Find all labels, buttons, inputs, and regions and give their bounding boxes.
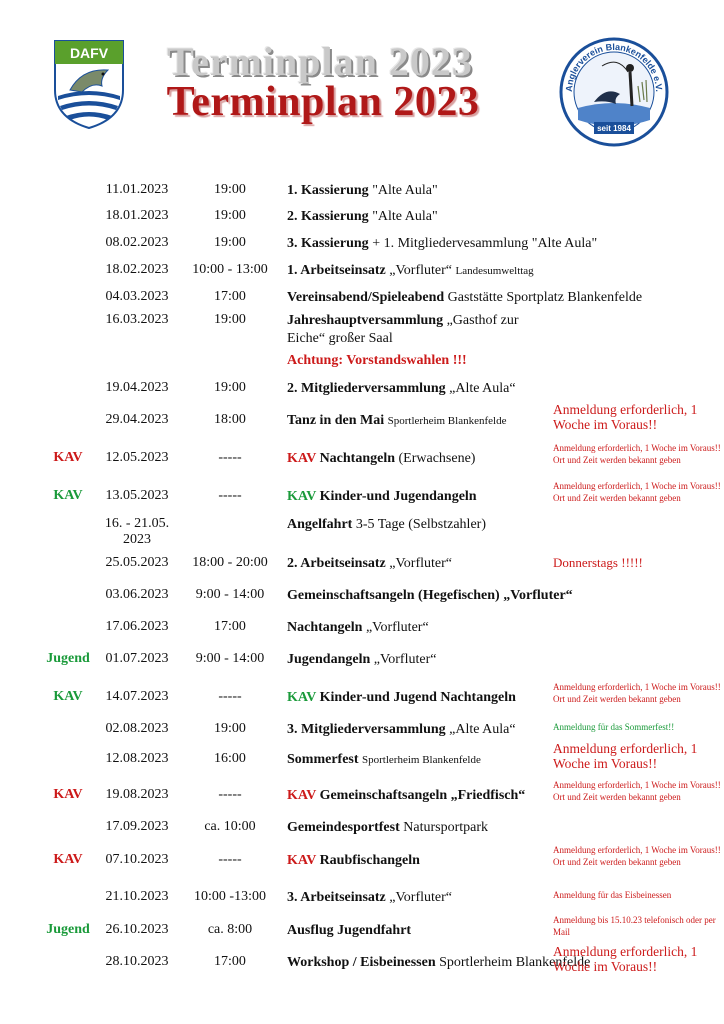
event-detail: „Gasthof zur xyxy=(443,313,519,328)
event-title: Raubfischangeln xyxy=(316,853,420,868)
event-date-line: 12.08.2023 xyxy=(105,751,169,766)
event-line xyxy=(287,516,549,534)
event-line xyxy=(287,889,549,907)
event-title: 2. Kassierung xyxy=(287,209,369,224)
event-time: 10:00 - 13:00 xyxy=(192,262,268,277)
event-time: 18:00 - 20:00 xyxy=(192,555,268,570)
event-location: Landesumwelttag xyxy=(455,265,534,277)
registration-note: Anmeldung erforderlich, 1 Woche im Voraus!! Ort und Zeit werden bekannt geben xyxy=(553,780,721,802)
event-description xyxy=(287,235,598,253)
event-line xyxy=(287,182,549,200)
event-date xyxy=(96,555,178,571)
event-time: ca. 10:00 xyxy=(204,819,256,834)
title-shadow: Terminplan 2023 xyxy=(167,39,473,84)
event-description xyxy=(287,262,549,280)
event-description xyxy=(287,619,549,637)
event-time: 17:00 xyxy=(214,954,246,969)
event-date xyxy=(96,751,178,767)
event-date-line: 08.02.2023 xyxy=(105,235,169,250)
event-date-line: 01.07.2023 xyxy=(105,651,169,666)
event-title: Gemeinschaftsangeln „Friedfisch“ xyxy=(316,788,526,803)
event-title: 1. Arbeitseinsatz xyxy=(287,263,386,278)
event-detail: + 1. Mitgliedervesammlung "Alte Aula" xyxy=(368,236,598,251)
event-date-line: 16. - 21.05. xyxy=(104,516,170,531)
event-time: 19:00 xyxy=(214,721,246,736)
category-tag: KAV xyxy=(53,689,83,704)
event-date-line: 2023 xyxy=(123,532,151,547)
club-logo xyxy=(558,36,670,148)
event-date-line: 16.03.2023 xyxy=(105,312,169,327)
event-location: Sportlerheim Blankenfelde xyxy=(387,415,507,427)
event-date xyxy=(96,262,178,278)
registration-note: Anmeldung für das Sommerfest!! xyxy=(553,722,675,732)
event-description xyxy=(287,889,549,907)
event-description xyxy=(287,787,549,805)
event-date xyxy=(96,852,178,868)
event-date xyxy=(96,889,178,905)
event-title: Kinder-und Jugendangeln xyxy=(316,489,477,504)
event-date-line: 19.08.2023 xyxy=(105,787,169,802)
event-detail: (Erwachsene) xyxy=(395,451,476,466)
event-title: Vereinsabend/Spieleabend xyxy=(287,290,445,305)
event-date xyxy=(96,516,178,548)
event-description xyxy=(287,922,549,940)
event-line xyxy=(287,235,598,253)
event-description xyxy=(287,208,549,226)
registration-note: Anmeldung erforderlich, 1 Woche im Voraus!! Ort und Zeit werden bekannt geben xyxy=(553,443,721,465)
event-title: Nachtangeln xyxy=(287,620,363,635)
event-date xyxy=(96,587,178,603)
event-date-line: 25.05.2023 xyxy=(105,555,169,570)
event-time: ca. 8:00 xyxy=(207,922,253,937)
event-title: 1. Kassierung xyxy=(287,183,369,198)
kav-label: KAV xyxy=(287,853,317,868)
event-date-line: 26.10.2023 xyxy=(105,922,169,937)
event-detail: „Vorfluter“ xyxy=(385,263,456,278)
event-time: 19:00 xyxy=(214,380,246,395)
event-detail: "Alte Aula" xyxy=(368,183,438,198)
category-tag: KAV xyxy=(53,787,83,802)
event-line xyxy=(287,208,549,226)
event-description xyxy=(287,312,549,370)
event-location: Sportlerheim Blankenfelde xyxy=(362,754,481,766)
category-tag: Jugend xyxy=(46,651,90,666)
event-title: Ausflug Jugendfahrt xyxy=(287,923,412,938)
event-time: 19:00 xyxy=(214,182,246,197)
event-date-line: 14.07.2023 xyxy=(105,689,169,704)
event-line xyxy=(287,587,573,605)
registration-note: Anmeldung bis 15.10.23 telefonisch oder per Mail xyxy=(553,915,716,937)
event-detail: 3-5 Tage (Selbstzahler) xyxy=(352,517,486,532)
event-time: ----- xyxy=(218,450,242,465)
event-title: 3. Mitgliederversammlung xyxy=(287,722,446,737)
event-time: ----- xyxy=(218,852,242,867)
event-line xyxy=(287,555,549,573)
event-line xyxy=(287,312,549,330)
registration-note: Donnerstags !!!!! xyxy=(553,555,643,570)
event-time: ----- xyxy=(218,689,242,704)
event-warning: Achtung: Vorstandswahlen !!! xyxy=(287,353,467,368)
event-description xyxy=(287,954,591,972)
event-date xyxy=(96,954,178,970)
event-description xyxy=(287,182,549,200)
event-date xyxy=(96,651,178,667)
registration-note: Anmeldung erforderlich, 1 Woche im Voraus!! Ort und Zeit werden bekannt geben xyxy=(553,682,721,704)
event-date-line: 21.10.2023 xyxy=(105,889,169,904)
event-description xyxy=(287,450,549,468)
event-date xyxy=(96,312,178,328)
event-date xyxy=(96,412,178,428)
event-date xyxy=(96,450,178,466)
event-time: 10:00 -13:00 xyxy=(194,889,266,904)
event-line xyxy=(287,922,549,940)
event-time: 17:00 xyxy=(214,619,246,634)
category-tag: KAV xyxy=(53,450,83,465)
event-description xyxy=(287,689,549,707)
event-date-line: 17.06.2023 xyxy=(105,619,169,634)
event-time: 19:00 xyxy=(214,312,246,327)
event-time: 19:00 xyxy=(214,208,246,223)
registration-note: Anmeldung erforderlich, 1 Woche im Voraus!! xyxy=(553,741,698,771)
kav-label: KAV xyxy=(287,788,317,803)
event-description xyxy=(287,516,549,534)
event-time: 19:00 xyxy=(214,235,246,250)
event-line xyxy=(287,787,549,805)
event-time: 16:00 xyxy=(214,751,246,766)
event-title: Tanz in den Mai xyxy=(287,413,385,428)
club-logo-text: Anglerverein Blankenfelde e.V. xyxy=(563,41,665,93)
event-date-line: 11.01.2023 xyxy=(105,182,169,197)
event-date-line: 29.04.2023 xyxy=(105,412,169,427)
dafv-logo xyxy=(52,38,126,130)
event-description xyxy=(287,289,643,307)
event-line xyxy=(287,262,549,280)
event-date xyxy=(96,208,178,224)
event-date-line: 17.09.2023 xyxy=(105,819,169,834)
event-date xyxy=(96,289,178,305)
event-detail: „Vorfluter“ xyxy=(362,620,429,635)
event-description xyxy=(287,380,549,398)
event-time: 18:00 xyxy=(214,412,246,427)
event-line xyxy=(287,380,549,398)
category-tag: Jugend xyxy=(46,922,90,937)
registration-note: Anmeldung erforderlich, 1 Woche im Voraus!! xyxy=(553,944,698,974)
event-title: 3. Kassierung xyxy=(287,236,369,251)
event-date xyxy=(96,235,178,251)
event-date xyxy=(96,619,178,635)
kav-label: KAV xyxy=(287,489,317,504)
event-detail: "Alte Aula" xyxy=(368,209,438,224)
event-date-line: 04.03.2023 xyxy=(105,289,169,304)
event-line xyxy=(287,819,549,837)
event-date-line: 13.05.2023 xyxy=(105,488,169,503)
event-description xyxy=(287,412,549,430)
event-date-line: 12.05.2023 xyxy=(105,450,169,465)
event-description xyxy=(287,721,549,739)
category-tag: KAV xyxy=(53,852,83,867)
event-title: Jahreshauptversammlung xyxy=(287,313,444,328)
event-line: Eiche“ großer Saal xyxy=(287,331,393,346)
event-title: 2. Arbeitseinsatz xyxy=(287,556,386,571)
event-line xyxy=(287,721,549,739)
event-line xyxy=(287,289,643,307)
event-time: 9:00 - 14:00 xyxy=(195,651,265,666)
kav-label: KAV xyxy=(287,690,317,705)
event-time: ----- xyxy=(218,787,242,802)
event-date xyxy=(96,488,178,504)
event-line xyxy=(287,651,549,669)
event-description xyxy=(287,488,549,506)
event-detail: „Vorfluter“ xyxy=(385,890,452,905)
event-description xyxy=(287,587,573,605)
event-date-line: 07.10.2023 xyxy=(105,852,169,867)
event-title: Jugendangeln xyxy=(287,652,371,667)
dafv-logo-text: DAFV xyxy=(69,45,109,61)
event-line xyxy=(287,450,549,468)
event-date-line: 18.02.2023 xyxy=(105,262,169,277)
club-logo-year: seit 1984 xyxy=(597,124,631,133)
event-detail: Natursportpark xyxy=(399,820,489,835)
event-date xyxy=(96,819,178,835)
kav-label: KAV xyxy=(287,451,317,466)
event-date xyxy=(96,922,178,938)
event-line xyxy=(287,619,549,637)
event-description xyxy=(287,819,549,837)
event-title: Gemeinschaftsangeln (Hegefischen) „Vorfluter“ xyxy=(287,588,573,603)
event-line xyxy=(287,954,591,972)
event-description xyxy=(287,651,549,669)
event-title: Gemeindesportfest xyxy=(287,820,400,835)
event-description xyxy=(287,751,549,769)
registration-note: Anmeldung erforderlich, 1 Woche im Voraus!! Ort und Zeit werden bekannt geben xyxy=(553,845,721,867)
event-title: 2. Mitgliederversammlung xyxy=(287,381,446,396)
event-date-line: 03.06.2023 xyxy=(105,587,169,602)
event-title: Sommerfest xyxy=(287,752,359,767)
event-date xyxy=(96,689,178,705)
event-time: ----- xyxy=(218,488,242,503)
event-detail: Gaststätte Sportplatz Blankenfelde xyxy=(444,290,643,305)
registration-note: Anmeldung erforderlich, 1 Woche im Voraus!! xyxy=(553,402,698,432)
event-line xyxy=(287,751,549,769)
event-time: 17:00 xyxy=(214,289,246,304)
event-title: Kinder-und Jugend Nachtangeln xyxy=(316,690,516,705)
event-detail: „Vorfluter“ xyxy=(385,556,452,571)
event-detail: „Vorfluter“ xyxy=(370,652,437,667)
event-date-line: 18.01.2023 xyxy=(105,208,169,223)
event-detail: Sportlerheim Blankenfelde xyxy=(435,955,591,970)
registration-note: Anmeldung erforderlich, 1 Woche im Voraus!! Ort und Zeit werden bekannt geben xyxy=(553,481,721,503)
event-title: 3. Arbeitseinsatz xyxy=(287,890,386,905)
event-line xyxy=(287,852,549,870)
registration-note: Anmeldung für das Eisbeinessen xyxy=(553,890,672,900)
event-detail: „Alte Aula“ xyxy=(445,381,516,396)
event-date-line: 19.04.2023 xyxy=(105,380,169,395)
event-line xyxy=(287,689,549,707)
event-date-line: 28.10.2023 xyxy=(105,954,169,969)
event-line xyxy=(287,412,549,430)
event-title: Workshop / Eisbeinessen xyxy=(287,955,436,970)
event-date xyxy=(96,721,178,737)
category-tag: KAV xyxy=(53,488,83,503)
page-title: Terminplan 2023 xyxy=(166,79,480,125)
event-line xyxy=(287,488,549,506)
event-description xyxy=(287,555,549,573)
event-date xyxy=(96,787,178,803)
event-description xyxy=(287,852,549,870)
event-time: 9:00 - 14:00 xyxy=(195,587,265,602)
event-detail: „Alte Aula“ xyxy=(445,722,516,737)
event-title: Nachtangeln xyxy=(316,451,396,466)
event-date xyxy=(96,380,178,396)
event-date-line: 02.08.2023 xyxy=(105,721,169,736)
event-date xyxy=(96,182,178,198)
event-title: Angelfahrt xyxy=(287,517,353,532)
